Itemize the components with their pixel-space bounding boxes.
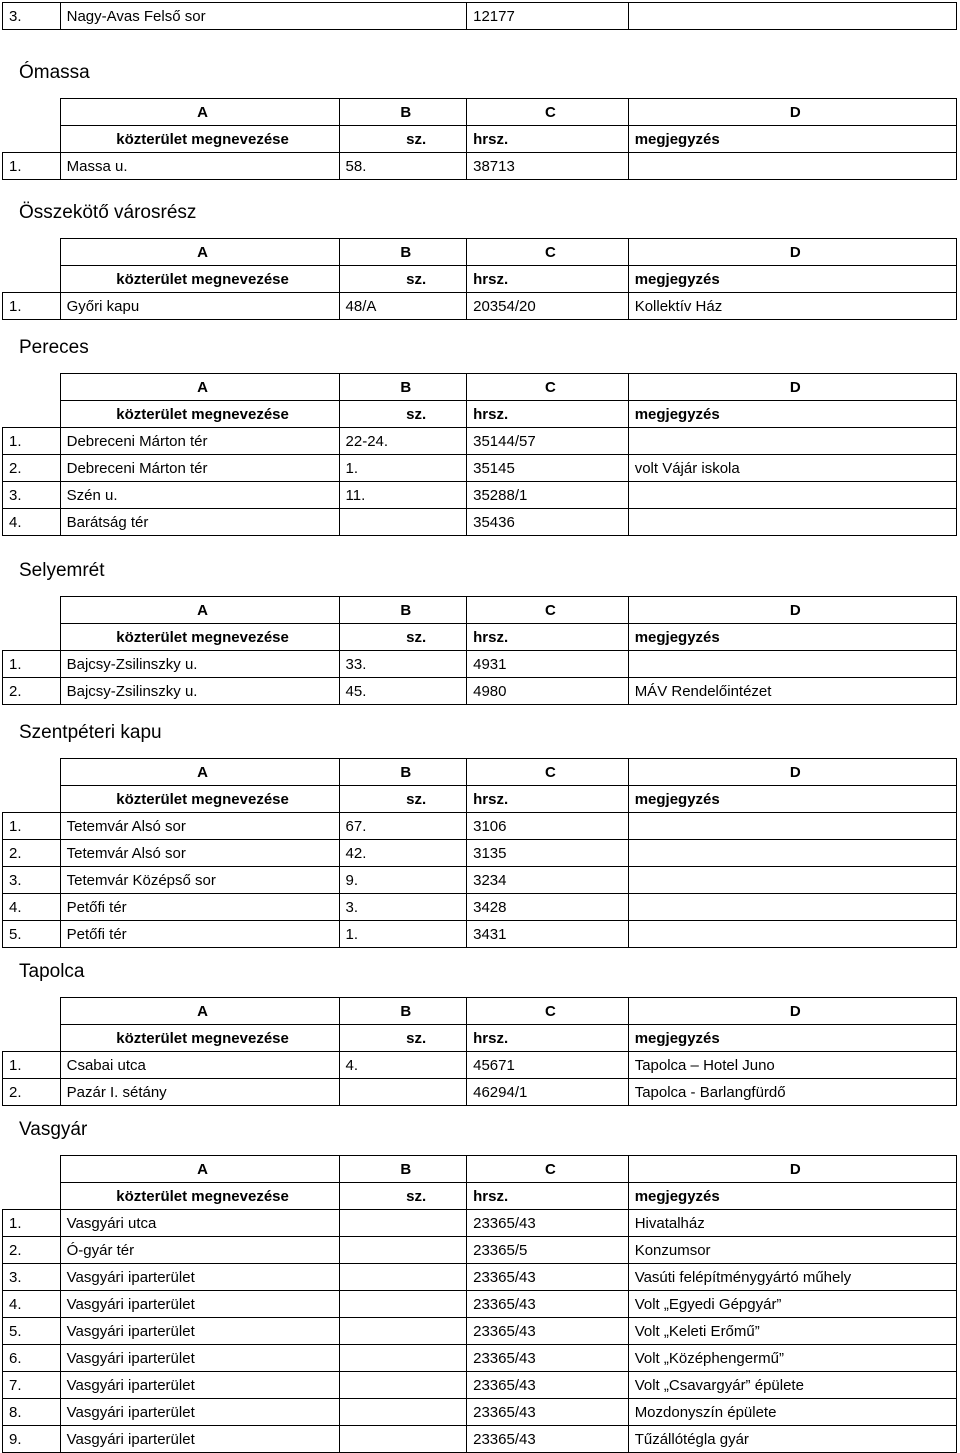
lot-number: 23365/43 [467,1399,629,1426]
district-table [2,758,957,948]
table-row [3,867,957,894]
note: Volt „Csavargyár” épülete [628,1372,956,1399]
column-header-street: közterület megnevezése [60,1183,339,1210]
row-number: 1. [3,153,61,180]
column-header-street: közterület megnevezése [60,126,339,153]
column-letter-c: C [467,597,629,624]
row-number: 4. [3,509,61,536]
row-number: 5. [3,921,61,948]
blank-cell [3,401,61,428]
column-letter-b: B [339,998,467,1025]
column-letters-row [3,374,957,401]
street-name: Tetemvár Középső sor [60,867,339,894]
row-number: 3. [3,3,61,30]
column-header-number: sz. [339,126,467,153]
blank-cell [3,239,61,266]
column-header-street: közterület megnevezése [60,624,339,651]
row-number: 3. [3,867,61,894]
house-number: 1. [339,455,467,482]
house-number: 67. [339,813,467,840]
note [628,482,956,509]
column-letter-a: A [60,597,339,624]
row-number: 1. [3,1052,61,1079]
district-section [2,198,957,320]
district-title: Szentpéteri kapu [19,722,162,743]
house-number: 22-24. [339,428,467,455]
column-header-street: közterület megnevezése [60,266,339,293]
blank-cell [3,126,61,153]
table-row [3,840,957,867]
note [628,3,956,30]
table-row [3,153,957,180]
top-continuation-table [2,2,957,30]
column-header-lot: hrsz. [467,401,629,428]
column-letter-a: A [60,759,339,786]
blank-cell [3,374,61,401]
district-table [2,98,957,180]
lot-number: 35144/57 [467,428,629,455]
column-letter-d: D [628,374,956,401]
row-number: 2. [3,678,61,705]
column-header-note: megjegyzés [628,401,956,428]
house-number [339,1291,467,1318]
district-title: Pereces [19,337,89,358]
note: Hivatalház [628,1210,956,1237]
row-number: 3. [3,1264,61,1291]
district-section [2,957,957,1106]
column-letter-b: B [339,597,467,624]
column-letter-a: A [60,998,339,1025]
house-number: 33. [339,651,467,678]
note [628,651,956,678]
house-number [339,1079,467,1106]
lot-number: 20354/20 [467,293,629,320]
column-header-row [3,624,957,651]
row-number: 2. [3,455,61,482]
column-letter-d: D [628,1156,956,1183]
note: Vasúti felépítménygyártó műhely [628,1264,956,1291]
house-number: 58. [339,153,467,180]
column-letter-a: A [60,99,339,126]
column-header-number: sz. [339,266,467,293]
district-table [2,373,957,536]
column-letter-a: A [60,374,339,401]
house-number: 3. [339,894,467,921]
blank-cell [3,1183,61,1210]
street-name: Nagy-Avas Felső sor [60,3,467,30]
street-name: Vasgyári iparterület [60,1291,339,1318]
blank-cell [3,99,61,126]
lot-number: 45671 [467,1052,629,1079]
street-name: Barátság tér [60,509,339,536]
lot-number: 35436 [467,509,629,536]
street-name: Debreceni Márton tér [60,455,339,482]
table-row [3,1079,957,1106]
column-header-lot: hrsz. [467,1183,629,1210]
lot-number: 23365/43 [467,1318,629,1345]
lot-number: 23365/43 [467,1372,629,1399]
table-row [3,1237,957,1264]
lot-number: 23365/43 [467,1426,629,1453]
street-name: Vasgyári iparterület [60,1264,339,1291]
lot-number: 35145 [467,455,629,482]
column-letter-d: D [628,759,956,786]
district-table [2,238,957,320]
table-row [3,1210,957,1237]
house-number: 45. [339,678,467,705]
street-name: Bajcsy-Zsilinszky u. [60,651,339,678]
lot-number: 35288/1 [467,482,629,509]
column-letters-row [3,99,957,126]
column-header-number: sz. [339,1183,467,1210]
street-name: Vasgyári iparterület [60,1399,339,1426]
blank-cell [3,998,61,1025]
blank-cell [3,597,61,624]
column-letter-c: C [467,1156,629,1183]
row-number: 8. [3,1399,61,1426]
row-number: 2. [3,840,61,867]
note: Volt „Keleti Erőmű” [628,1318,956,1345]
house-number [339,1426,467,1453]
house-number: 48/A [339,293,467,320]
column-header-note: megjegyzés [628,266,956,293]
blank-cell [3,624,61,651]
column-header-lot: hrsz. [467,126,629,153]
table-row [3,1426,957,1453]
district-title: Összekötő városrész [19,202,197,223]
column-header-row [3,126,957,153]
row-number: 1. [3,428,61,455]
table-row [3,1345,957,1372]
district-title: Vasgyár [19,1119,88,1140]
row-number: 9. [3,1426,61,1453]
street-name: Debreceni Márton tér [60,428,339,455]
table-row [3,509,957,536]
column-header-street: közterület megnevezése [60,786,339,813]
column-header-note: megjegyzés [628,126,956,153]
blank-cell [3,1025,61,1052]
column-header-note: megjegyzés [628,624,956,651]
house-number: 9. [339,867,467,894]
blank-cell [3,759,61,786]
column-letters-row [3,998,957,1025]
note: Mozdonyszín épülete [628,1399,956,1426]
column-header-row [3,1025,957,1052]
street-name: Vasgyári iparterület [60,1345,339,1372]
house-number: 11. [339,482,467,509]
lot-number: 3234 [467,867,629,894]
district-section [2,556,957,705]
column-header-row [3,401,957,428]
street-name: Győri kapu [60,293,339,320]
street-name: Massa u. [60,153,339,180]
row-number: 4. [3,1291,61,1318]
table-row [3,813,957,840]
column-letters-row [3,239,957,266]
column-letter-c: C [467,998,629,1025]
street-name: Petőfi tér [60,894,339,921]
note: Tapolca - Barlangfürdő [628,1079,956,1106]
table-row [3,651,957,678]
table-row [3,482,957,509]
column-header-lot: hrsz. [467,624,629,651]
table-row [3,894,957,921]
row-number: 1. [3,651,61,678]
street-name: Ó-gyár tér [60,1237,339,1264]
lot-number: 46294/1 [467,1079,629,1106]
lot-number: 23365/43 [467,1291,629,1318]
note [628,867,956,894]
lot-number: 3431 [467,921,629,948]
lot-number: 23365/5 [467,1237,629,1264]
house-number: 42. [339,840,467,867]
column-letter-b: B [339,239,467,266]
column-letter-c: C [467,374,629,401]
note [628,813,956,840]
column-header-number: sz. [339,786,467,813]
note [628,921,956,948]
column-letter-c: C [467,759,629,786]
column-header-number: sz. [339,1025,467,1052]
table-row [3,3,957,30]
note: Kollektív Ház [628,293,956,320]
lot-number: 23365/43 [467,1345,629,1372]
table-row [3,1372,957,1399]
row-number: 3. [3,482,61,509]
column-header-lot: hrsz. [467,1025,629,1052]
street-name: Tetemvár Alsó sor [60,840,339,867]
column-letter-d: D [628,998,956,1025]
row-number: 1. [3,813,61,840]
column-letter-b: B [339,1156,467,1183]
street-name: Csabai utca [60,1052,339,1079]
column-letter-d: D [628,239,956,266]
column-header-note: megjegyzés [628,786,956,813]
column-letters-row [3,1156,957,1183]
column-letter-a: A [60,239,339,266]
lot-number: 23365/43 [467,1210,629,1237]
house-number [339,1237,467,1264]
table-row [3,1399,957,1426]
column-header-note: megjegyzés [628,1183,956,1210]
column-header-row [3,266,957,293]
note: Konzumsor [628,1237,956,1264]
district-section [2,58,957,180]
street-name: Pazár I. sétány [60,1079,339,1106]
district-section [2,333,957,536]
house-number: 4. [339,1052,467,1079]
house-number [339,1345,467,1372]
column-header-number: sz. [339,401,467,428]
note [628,509,956,536]
lot-number: 3428 [467,894,629,921]
row-number: 4. [3,894,61,921]
district-title: Tapolca [19,961,85,982]
column-header-note: megjegyzés [628,1025,956,1052]
house-number [339,1372,467,1399]
street-name: Tetemvár Alsó sor [60,813,339,840]
lot-number: 3106 [467,813,629,840]
street-name: Szén u. [60,482,339,509]
district-section [2,1115,957,1453]
row-number: 7. [3,1372,61,1399]
district-table [2,596,957,705]
row-number: 5. [3,1318,61,1345]
column-header-lot: hrsz. [467,266,629,293]
lot-number: 4980 [467,678,629,705]
lot-number: 3135 [467,840,629,867]
table-row [3,1291,957,1318]
note: Tűzállótégla gyár [628,1426,956,1453]
note [628,153,956,180]
district-table [2,997,957,1106]
column-letter-b: B [339,99,467,126]
street-name: Vasgyári iparterület [60,1372,339,1399]
table-row [3,678,957,705]
street-name: Petőfi tér [60,921,339,948]
house-number: 1. [339,921,467,948]
table-row [3,293,957,320]
blank-cell [3,786,61,813]
note [628,428,956,455]
column-header-row [3,786,957,813]
house-number [339,1318,467,1345]
row-number: 2. [3,1079,61,1106]
lot-number: 12177 [467,3,629,30]
column-header-street: közterület megnevezése [60,1025,339,1052]
column-letters-row [3,597,957,624]
note [628,894,956,921]
column-header-row [3,1183,957,1210]
blank-cell [3,266,61,293]
column-letter-a: A [60,1156,339,1183]
column-header-number: sz. [339,624,467,651]
street-name: Bajcsy-Zsilinszky u. [60,678,339,705]
street-name: Vasgyári utca [60,1210,339,1237]
column-letter-c: C [467,99,629,126]
district-title: Selyemrét [19,560,105,581]
table-row [3,455,957,482]
house-number [339,1264,467,1291]
table-row [3,1318,957,1345]
table-row [3,428,957,455]
note: Tapolca – Hotel Juno [628,1052,956,1079]
row-number: 1. [3,1210,61,1237]
row-number: 2. [3,1237,61,1264]
row-number: 1. [3,293,61,320]
street-name: Vasgyári iparterület [60,1426,339,1453]
house-number [339,1210,467,1237]
lot-number: 23365/43 [467,1264,629,1291]
note: MÁV Rendelőintézet [628,678,956,705]
lot-number: 4931 [467,651,629,678]
lot-number: 38713 [467,153,629,180]
row-number: 6. [3,1345,61,1372]
column-header-street: közterület megnevezése [60,401,339,428]
column-letter-c: C [467,239,629,266]
column-letter-b: B [339,759,467,786]
note: volt Vájár iskola [628,455,956,482]
column-letter-d: D [628,597,956,624]
blank-cell [3,1156,61,1183]
note: Volt „Középhengermű” [628,1345,956,1372]
note [628,840,956,867]
house-number [339,509,467,536]
table-row [3,1052,957,1079]
table-row [3,921,957,948]
column-header-lot: hrsz. [467,786,629,813]
note: Volt „Egyedi Gépgyár” [628,1291,956,1318]
district-title: Ómassa [19,62,90,83]
column-letter-d: D [628,99,956,126]
column-letters-row [3,759,957,786]
house-number [339,1399,467,1426]
table-row [3,1264,957,1291]
street-name: Vasgyári iparterület [60,1318,339,1345]
district-section [2,718,957,948]
district-table [2,1155,957,1453]
column-letter-b: B [339,374,467,401]
